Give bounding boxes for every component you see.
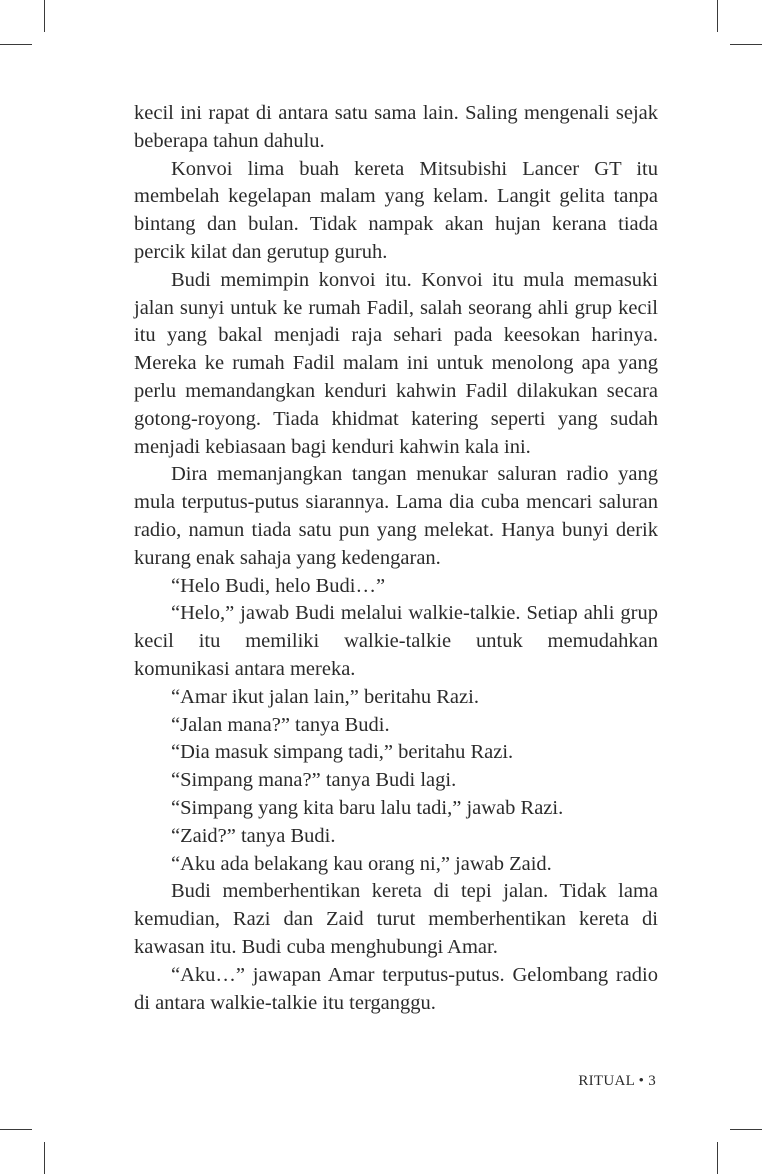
paragraph: kecil ini rapat di antara satu sama lain. Saling mengenali sejak beberapa tahun dahulu. bbox=[134, 102, 658, 152]
dialogue-line: “Amar ikut jalan lain,” beritahu Razi. bbox=[171, 685, 479, 708]
dialogue-line: “Simpang yang kita baru lalu tadi,” jawab Razi. bbox=[171, 796, 564, 819]
crop-mark-top-left-horizontal bbox=[0, 44, 32, 45]
crop-mark-top-right-horizontal bbox=[730, 44, 762, 45]
paragraph: Budi memimpin konvoi itu. Konvoi itu mula memasuki jalan sunyi untuk ke rumah Fadil, salah seorang ahli grup kecil itu yang bakal menjadi raja sehari pada keesokan harinya. Mereka ke rumah Fadil malam ini untuk menolong apa yang perlu memandangkan kenduri kahwin Fadil dilakukan secara gotong-royong. Tiada khidmat katering seperti yang sudah menjadi kebiasaan bagi kenduri kahwin kala ini. bbox=[134, 268, 658, 458]
dialogue-line: “Aku ada belakang kau orang ni,” jawab Zaid. bbox=[171, 852, 552, 875]
paragraph: Dira memanjangkan tangan menukar saluran radio yang mula terputus-putus siarannya. Lama dia cuba mencari saluran radio, namun tiada satu pun yang melekat. Hanya bunyi derik kurang enak sahaja yang kedengaran. bbox=[134, 463, 658, 569]
dialogue-line: “Zaid?” tanya Budi. bbox=[171, 824, 336, 847]
body-text bbox=[134, 100, 658, 1017]
crop-mark-bottom-right-horizontal bbox=[730, 1129, 762, 1130]
crop-mark-bottom-left-horizontal bbox=[0, 1129, 32, 1130]
paragraph: “Aku…” jawapan Amar terputus-putus. Gelombang radio di antara walkie-talkie itu terganggu. bbox=[134, 963, 658, 1014]
crop-mark-bottom-left-vertical bbox=[44, 1142, 45, 1174]
dialogue-line: “Jalan mana?” tanya Budi. bbox=[171, 713, 390, 736]
crop-mark-top-right-vertical bbox=[717, 0, 718, 32]
running-footer-page-number: RITUAL • 3 bbox=[578, 1073, 656, 1089]
dialogue-line: “Helo Budi, helo Budi…” bbox=[171, 574, 386, 597]
crop-mark-top-left-vertical bbox=[44, 0, 45, 32]
paragraph: Budi memberhentikan kereta di tepi jalan. Tidak lama kemudian, Razi dan Zaid turut memberhentikan kereta di kawasan itu. Budi cuba menghubungi Amar. bbox=[134, 880, 658, 958]
paragraph: “Helo,” jawab Budi melalui walkie-talkie. Setiap ahli grup kecil itu memiliki walkie-talkie untuk memudahkan komunikasi antara mereka. bbox=[134, 602, 658, 680]
paragraph: Konvoi lima buah kereta Mitsubishi Lancer GT itu membelah kegelapan malam yang kelam. Langit gelita tanpa bintang dan bulan. Tidak nampak akan hujan kerana tiada percik kilat dan gerutup guruh. bbox=[134, 157, 658, 263]
dialogue-line: “Dia masuk simpang tadi,” beritahu Razi. bbox=[171, 741, 514, 764]
crop-mark-bottom-right-vertical bbox=[717, 1142, 718, 1174]
dialogue-line: “Simpang mana?” tanya Budi lagi. bbox=[171, 769, 457, 792]
